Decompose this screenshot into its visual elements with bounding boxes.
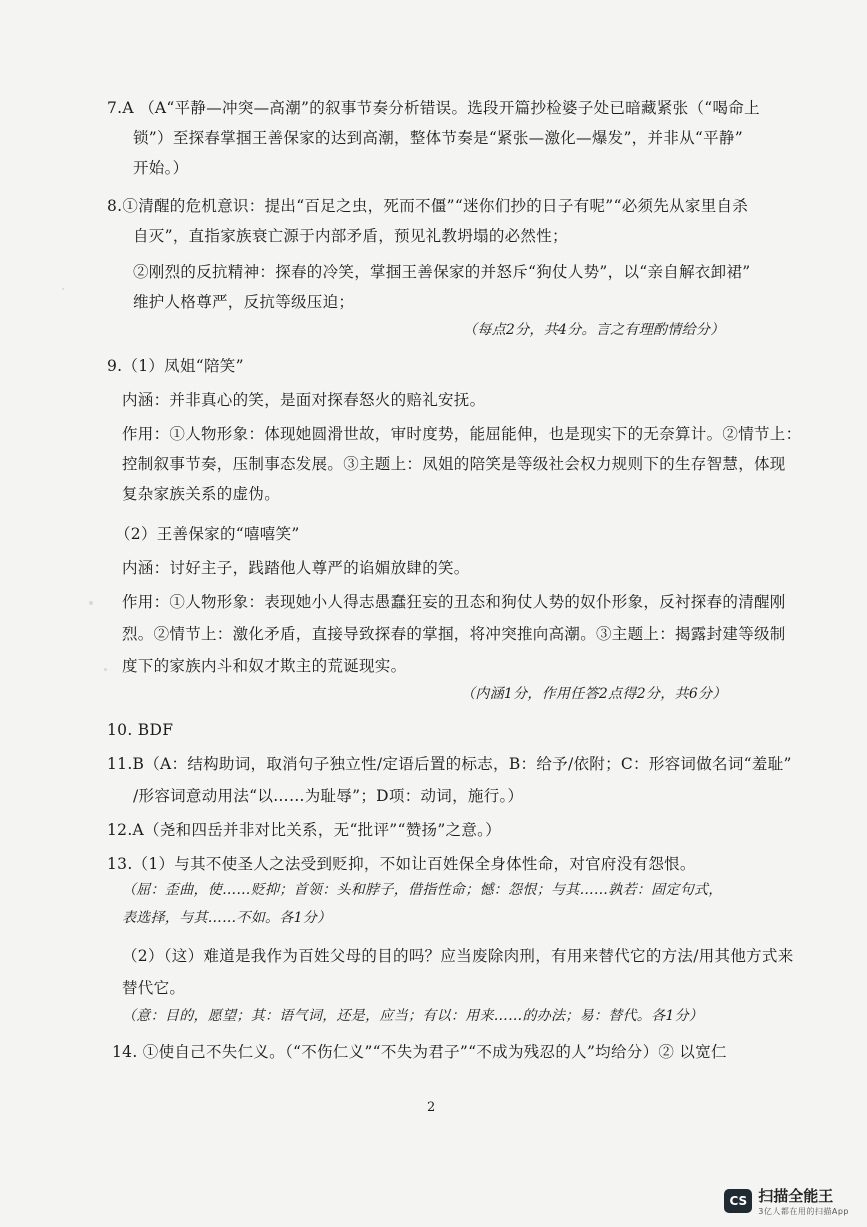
answer-12: 12.A（尧和四岳并非对比关系，无“批评”“赞扬”之意。） xyxy=(107,821,501,839)
answer-9-heading-1: 9.（1）凤姐“陪笑” xyxy=(107,357,244,375)
answer-9-1-meaning: 内涵：并非真心的笑，是面对探春怒火的赔礼安抚。 xyxy=(122,391,486,409)
answer-14: 14. ①使自己不失仁义。（“不伤仁义”“不失为君子”“不成为残忍的人”均给分）② 以宽仁 xyxy=(112,1043,727,1061)
answer-7-line-3: 开始。） xyxy=(133,159,189,177)
watermark-title: 扫描全能王 xyxy=(758,1187,834,1205)
answer-10: 10. BDF xyxy=(107,721,174,739)
answer-13-1-note-1: （屈：歪曲，使……贬抑；首领：头和脖子，借指性命；憾：怨恨；与其……孰若：固定句式， xyxy=(122,882,723,898)
answer-9-2-function-1: 作用：①人物形象：表现她小人得志愚蠢狂妄的丑态和狗仗人势的奴仆形象，反衬探春的清醒刚 xyxy=(122,593,786,611)
answer-9-heading-2: （2）王善保家的“嘻嘻笑” xyxy=(115,525,300,543)
page-number: 2 xyxy=(427,1100,436,1115)
answer-8-line-4: 维护人格尊严，反抗等级压迫； xyxy=(133,293,355,311)
answer-11-line-1: 11.B（A：结构助词，取消句子独立性/定语后置的标志，B：给予/依附；C：形容词做名词“羞耻” xyxy=(107,755,792,773)
answer-8-line-1: 8.①清醒的危机意识：提出“百足之虫，死而不僵”“迷你们抄的日子有呢”“必须先从家里自杀 xyxy=(107,197,749,215)
answer-13-2-line-2: 替代它。 xyxy=(122,979,186,997)
answer-9-1-function-3: 复杂家族关系的虚伪。 xyxy=(122,485,281,503)
camscanner-logo-icon: CS xyxy=(724,1189,752,1213)
answer-13-1-note-2: 表选择，与其……不如。各1分） xyxy=(122,910,332,926)
scan-speck xyxy=(62,288,64,290)
answer-9-1-function-1: 作用：①人物形象：体现她圆滑世故，审时度势，能屈能伸，也是现实下的无奈算计。②情节上： xyxy=(122,425,802,443)
answer-9-scoring: （内涵1分，作用任答2点得2分，共6分） xyxy=(461,686,727,702)
answer-9-2-meaning: 内涵：讨好主子，践踏他人尊严的谄媚放肆的笑。 xyxy=(122,559,470,577)
answer-8-line-3: ②刚烈的反抗精神：探春的冷笑，掌掴王善保家的并怒斥“狗仗人势”，以“亲自解衣卸裙” xyxy=(133,263,751,281)
answer-13-2-note: （意：目的，愿望；其：语气词，还是，应当；有以：用来……的办法；易：替代。各1分） xyxy=(122,1008,704,1024)
answer-13-1: 13.（1）与其不使圣人之法受到贬抑，不如让百姓保全身体性命，对官府没有怨恨。 xyxy=(107,855,696,873)
answer-11-line-2: /形容词意动用法“以……为耻辱”；D项：动词，施行。） xyxy=(133,787,524,805)
answer-8-scoring: （每点2分，共4分。言之有理酌情给分） xyxy=(463,322,725,338)
scan-speck xyxy=(104,668,107,671)
answer-7-line-2: 锁”）至探春掌掴王善保家的达到高潮，整体节奏是“紧张—激化—爆发”，并非从“平静” xyxy=(133,129,743,147)
watermark-subtitle: 3亿人都在用的扫描App xyxy=(758,1207,849,1216)
answer-8-line-2: 自灭”，直指家族衰亡源于内部矛盾，预见礼教坍塌的必然性； xyxy=(133,227,568,245)
scan-speck xyxy=(89,601,93,605)
answer-7-line-1: 7.A （A“平静—冲突—高潮”的叙事节奏分析错误。选段开篇抄检婆子处已暗藏紧张（“喝命上 xyxy=(107,99,760,117)
answer-9-2-function-3: 度下的家族内斗和奴才欺主的荒诞现实。 xyxy=(122,657,407,675)
answer-9-1-function-2: 控制叙事节奏，压制事态发展。③主题上：凤姐的陪笑是等级社会权力规则下的生存智慧，体现 xyxy=(122,455,786,473)
answer-9-2-function-2: 烈。②情节上：激化矛盾，直接导致探春的掌掴，将冲突推向高潮。③主题上：揭露封建等级制 xyxy=(122,625,786,643)
scanner-watermark xyxy=(724,1185,849,1217)
answer-13-2-line-1: （2）（这）难道是我作为百姓父母的目的吗？应当废除肉刑，有用来替代它的方法/用其他方式来 xyxy=(122,947,794,965)
